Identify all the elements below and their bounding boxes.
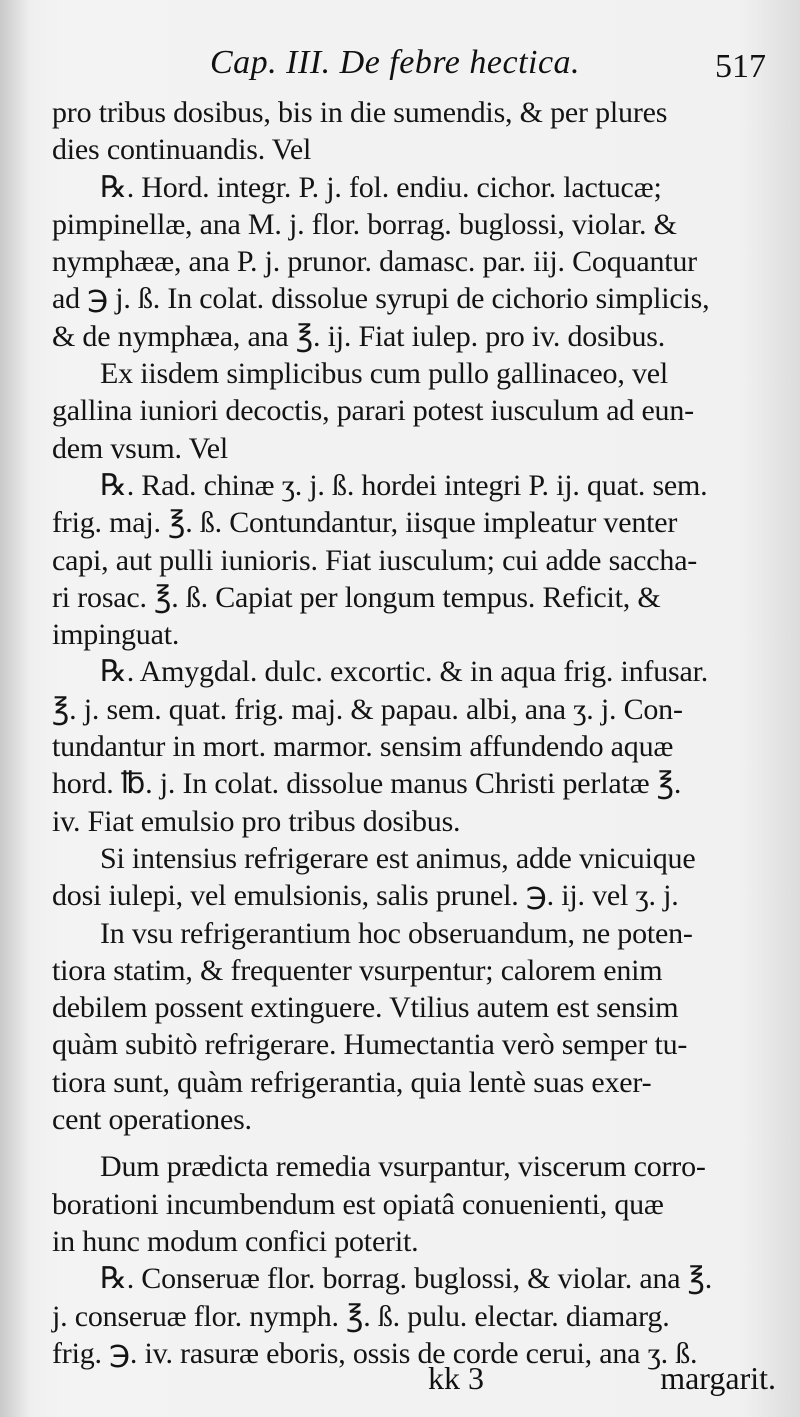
text-line: borationi incumbendum est opiatâ conuenienti, quæ (52, 1187, 664, 1221)
text-line: ℥. j. sem. quat. frig. maj. & papau. albi, ana ʒ. j. Con- (52, 692, 683, 726)
text-line: hord. ℔. j. In colat. dissolue manus Christi perlatæ ℥. (52, 767, 682, 801)
text-line: tiora statim, & frequenter vsurpentur; calorem enim (52, 953, 663, 987)
text-line: dem vsum. Vel (52, 431, 229, 465)
page-footer (0, 1360, 800, 1406)
text-line: in hunc modum confici poterit. (52, 1224, 419, 1258)
text-line: debilem possent extinguere. Vtilius autem est sensim (52, 991, 679, 1025)
text-line: pimpinellæ, ana M. j. flor. borrag. buglossi, violar. & (52, 207, 677, 241)
text-line: nymphææ, ana P. j. prunor. damasc. par. iij. Coquantur (52, 245, 697, 279)
text-line: frig. ℈. iv. rasuræ eboris, ossis de corde cerui, ana ʒ. ß. (52, 1336, 698, 1370)
text-line: impinguat. (52, 618, 180, 652)
text-line: ℞. Hord. integr. P. j. fol. endiu. cichor. lactucæ; (100, 170, 662, 204)
text-line: cent operationes. (52, 1103, 252, 1137)
text-line: & de nymphæa, ana ℥. ij. Fiat iulep. pro iv. dosibus. (52, 319, 666, 353)
catchword: margarit. (660, 1360, 776, 1396)
page-number: 517 (715, 48, 766, 85)
text-line: iv. Fiat emulsio pro tribus dosibus. (52, 804, 461, 838)
text-line: tundantur in mort. marmor. sensim affundendo aquæ (52, 730, 674, 764)
text-line: quàm subitò refrigerare. Humectantia verò semper tu- (52, 1028, 688, 1062)
page-header (0, 42, 800, 94)
text-line: Si intensius refrigerare est animus, adde vnicuique (100, 841, 696, 875)
text-line: tiora sunt, quàm refrigerantia, quia lentè suas exer- (52, 1065, 652, 1099)
text-line: pro tribus dosibus, bis in die sumendis, & per plures (52, 96, 668, 129)
text-line: In vsu refrigerantium hoc obseruandum, ne poten- (100, 916, 693, 950)
text-line: ℞. Amygdal. dulc. excortic. & in aqua frig. infusar. (100, 655, 709, 689)
text-line: dosi iulepi, vel emulsionis, salis prunel. ℈. ij. vel ʒ. j. (52, 879, 679, 913)
text-line: ad ℈ j. ß. In colat. dissolue syrupi de cichorio simplicis, (52, 282, 710, 316)
text-line: Dum prædicta remedia vsurpantur, viscerum corro- (100, 1150, 706, 1184)
text-line: capi, aut pulli iunioris. Fiat iusculum; cui adde saccha- (52, 543, 698, 577)
text-line: Ex iisdem simplicibus cum pullo gallinaceo, vel (100, 357, 668, 391)
text-line: ri rosac. ℥. ß. Capiat per longum tempus. Reficit, & (52, 580, 661, 614)
text-line: ℞. Rad. chinæ ʒ. j. ß. hordei integri P. ij. quat. sem. (100, 468, 708, 502)
text-line: j. conseruæ flor. nymph. ℥. ß. pulu. electar. diamarg. (52, 1299, 670, 1333)
text-line: ℞. Conseruæ flor. borrag. buglossi, & violar. ana ℥. (100, 1262, 713, 1296)
signature-mark: kk 3 (428, 1360, 484, 1396)
running-title: Cap. III. De febre hectica. (210, 44, 581, 81)
body-text (52, 94, 764, 1372)
text-line: frig. maj. ℥. ß. Contundantur, iisque impleatur venter (52, 506, 678, 540)
text-line: dies continuandis. Vel (52, 133, 312, 167)
text-line: gallina iuniori decoctis, parari potest iusculum ad eun- (52, 394, 694, 428)
